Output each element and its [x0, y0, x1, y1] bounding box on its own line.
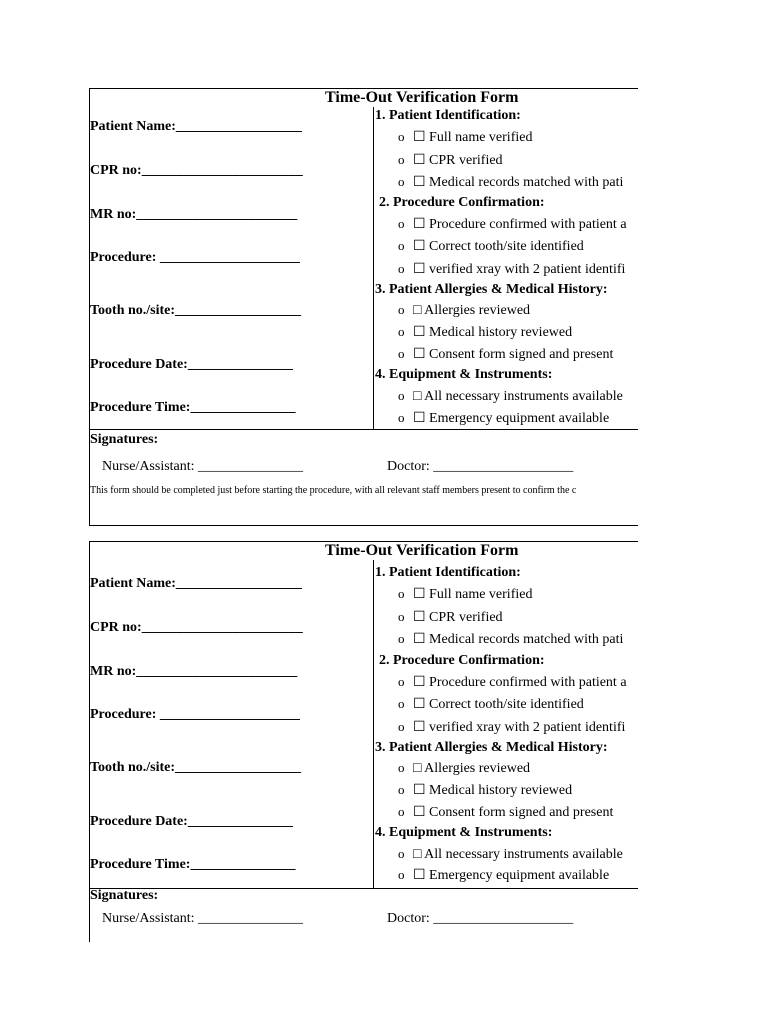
checklist-item[interactable] [398, 719, 625, 736]
tooth-site-field[interactable]: Tooth no./site:__________________ [90, 760, 302, 775]
bullet-icon: o [398, 846, 405, 861]
checklist-item-label: □ Allergies reviewed [413, 761, 531, 776]
bullet-icon: o [398, 674, 405, 689]
checklist-item[interactable] [398, 804, 613, 821]
checklist-item-label: ☐ Full name verified [413, 587, 533, 602]
checklist-item-label: ☐ CPR verified [413, 153, 503, 168]
checklist-item-label: ☐ Emergency equipment available [413, 868, 610, 883]
checklist-item-label: ☐ Medical records matched with pati [413, 175, 624, 190]
procedure-date-field[interactable]: Procedure Date:_______________ [90, 814, 293, 829]
procedure-time-field[interactable]: Procedure Time:_______________ [90, 857, 296, 872]
section-allergies-history: 3. Patient Allergies & Medical History: [375, 282, 608, 297]
cpr-no-field[interactable]: CPR no:_______________________ [90, 163, 303, 178]
checklist-item[interactable] [398, 846, 623, 863]
form-title: Time-Out Verification Form [325, 542, 519, 559]
bullet-icon: o [398, 696, 405, 711]
bullet-icon: o [398, 804, 405, 819]
patient-name-field[interactable]: Patient Name:__________________ [90, 119, 302, 134]
checklist-item[interactable] [398, 760, 530, 777]
signatures-heading: Signatures: [90, 888, 159, 903]
mr-no-field[interactable]: MR no:_______________________ [90, 664, 298, 679]
checklist-item[interactable] [398, 129, 532, 146]
checklist-item[interactable] [398, 152, 503, 169]
bullet-icon: o [398, 238, 405, 253]
checklist-item[interactable] [398, 238, 584, 255]
procedure-field[interactable]: Procedure: ____________________ [90, 250, 300, 265]
bullet-icon: o [398, 631, 405, 646]
checklist-item-label: ☐ Procedure confirmed with patient a [413, 217, 627, 232]
checklist-item-label: □ All necessary instruments available [413, 847, 623, 862]
bullet-icon: o [398, 760, 405, 775]
section-patient-identification: 1. Patient Identification: [375, 565, 521, 580]
mr-no-field[interactable]: MR no:_______________________ [90, 207, 298, 222]
checklist-item[interactable] [398, 388, 623, 405]
doctor-signature-field[interactable]: Doctor: ____________________ [387, 459, 574, 474]
bullet-icon: o [398, 867, 405, 882]
signatures-heading: Signatures: [90, 432, 159, 447]
checklist-item-label: ☐ verified xray with 2 patient identifi [413, 720, 626, 735]
bullet-icon: o [398, 261, 405, 276]
bullet-icon: o [398, 782, 405, 797]
procedure-time-field[interactable]: Procedure Time:_______________ [90, 400, 296, 415]
bullet-icon: o [398, 609, 405, 624]
bullet-icon: o [398, 152, 405, 167]
section-patient-identification: 1. Patient Identification: [375, 108, 521, 123]
bullet-icon: o [398, 346, 405, 361]
time-out-form-1 [89, 88, 638, 526]
checklist-item[interactable] [398, 674, 627, 691]
bullet-icon: o [398, 302, 405, 317]
checklist-item-label: □ All necessary instruments available [413, 389, 623, 404]
patient-name-field[interactable]: Patient Name:__________________ [90, 576, 302, 591]
checklist-item-label: ☐ Medical history reviewed [413, 783, 573, 798]
checklist-item-label: ☐ Medical history reviewed [413, 325, 573, 340]
checklist-item[interactable] [398, 261, 625, 278]
bullet-icon: o [398, 129, 405, 144]
checklist-item-label: ☐ CPR verified [413, 610, 503, 625]
checklist-item-label: ☐ Full name verified [413, 130, 533, 145]
checklist-item[interactable] [398, 174, 623, 191]
checklist-item[interactable] [398, 609, 503, 626]
checklist-item-label: ☐ Correct tooth/site identified [413, 697, 584, 712]
column-divider [373, 107, 374, 429]
column-divider [373, 560, 374, 888]
form-note: This form should be completed just before starting the procedure, with all relevant staff members present to confirm the c [90, 485, 577, 496]
section-divider [90, 888, 638, 889]
doctor-signature-field[interactable]: Doctor: ____________________ [387, 911, 574, 926]
procedure-date-field[interactable]: Procedure Date:_______________ [90, 357, 293, 372]
checklist-item-label: ☐ Consent form signed and present [413, 347, 614, 362]
checklist-item-label: ☐ verified xray with 2 patient identifi [413, 262, 626, 277]
checklist-item[interactable] [398, 586, 532, 603]
checklist-item[interactable] [398, 216, 627, 233]
checklist-item[interactable] [398, 324, 572, 341]
checklist-item-label: ☐ Emergency equipment available [413, 411, 610, 426]
section-allergies-history: 3. Patient Allergies & Medical History: [375, 740, 608, 755]
checklist-item[interactable] [398, 867, 609, 884]
bullet-icon: o [398, 324, 405, 339]
procedure-field[interactable]: Procedure: ____________________ [90, 707, 300, 722]
checklist-item[interactable] [398, 782, 572, 799]
section-equipment: 4. Equipment & Instruments: [375, 367, 553, 382]
checklist-item[interactable] [398, 696, 584, 713]
bullet-icon: o [398, 410, 405, 425]
section-divider [90, 429, 638, 430]
checklist-item-label: ☐ Medical records matched with pati [413, 632, 624, 647]
bullet-icon: o [398, 388, 405, 403]
form-title: Time-Out Verification Form [325, 89, 519, 106]
section-equipment: 4. Equipment & Instruments: [375, 825, 553, 840]
checklist-item-label: ☐ Procedure confirmed with patient a [413, 675, 627, 690]
checklist-item-label: □ Allergies reviewed [413, 303, 531, 318]
checklist-item[interactable] [398, 346, 613, 363]
checklist-item[interactable] [398, 302, 530, 319]
bullet-icon: o [398, 216, 405, 231]
checklist-item-label: ☐ Correct tooth/site identified [413, 239, 584, 254]
bullet-icon: o [398, 719, 405, 734]
time-out-form-2 [89, 541, 638, 942]
tooth-site-field[interactable]: Tooth no./site:__________________ [90, 303, 302, 318]
section-procedure-confirmation: 2. Procedure Confirmation: [379, 195, 545, 210]
nurse-signature-field[interactable]: Nurse/Assistant: _______________ [102, 911, 304, 926]
nurse-signature-field[interactable]: Nurse/Assistant: _______________ [102, 459, 304, 474]
cpr-no-field[interactable]: CPR no:_______________________ [90, 620, 303, 635]
checklist-item[interactable] [398, 631, 623, 648]
bullet-icon: o [398, 586, 405, 601]
bullet-icon: o [398, 174, 405, 189]
section-procedure-confirmation: 2. Procedure Confirmation: [379, 653, 545, 668]
checklist-item[interactable] [398, 410, 609, 427]
checklist-item-label: ☐ Consent form signed and present [413, 805, 614, 820]
